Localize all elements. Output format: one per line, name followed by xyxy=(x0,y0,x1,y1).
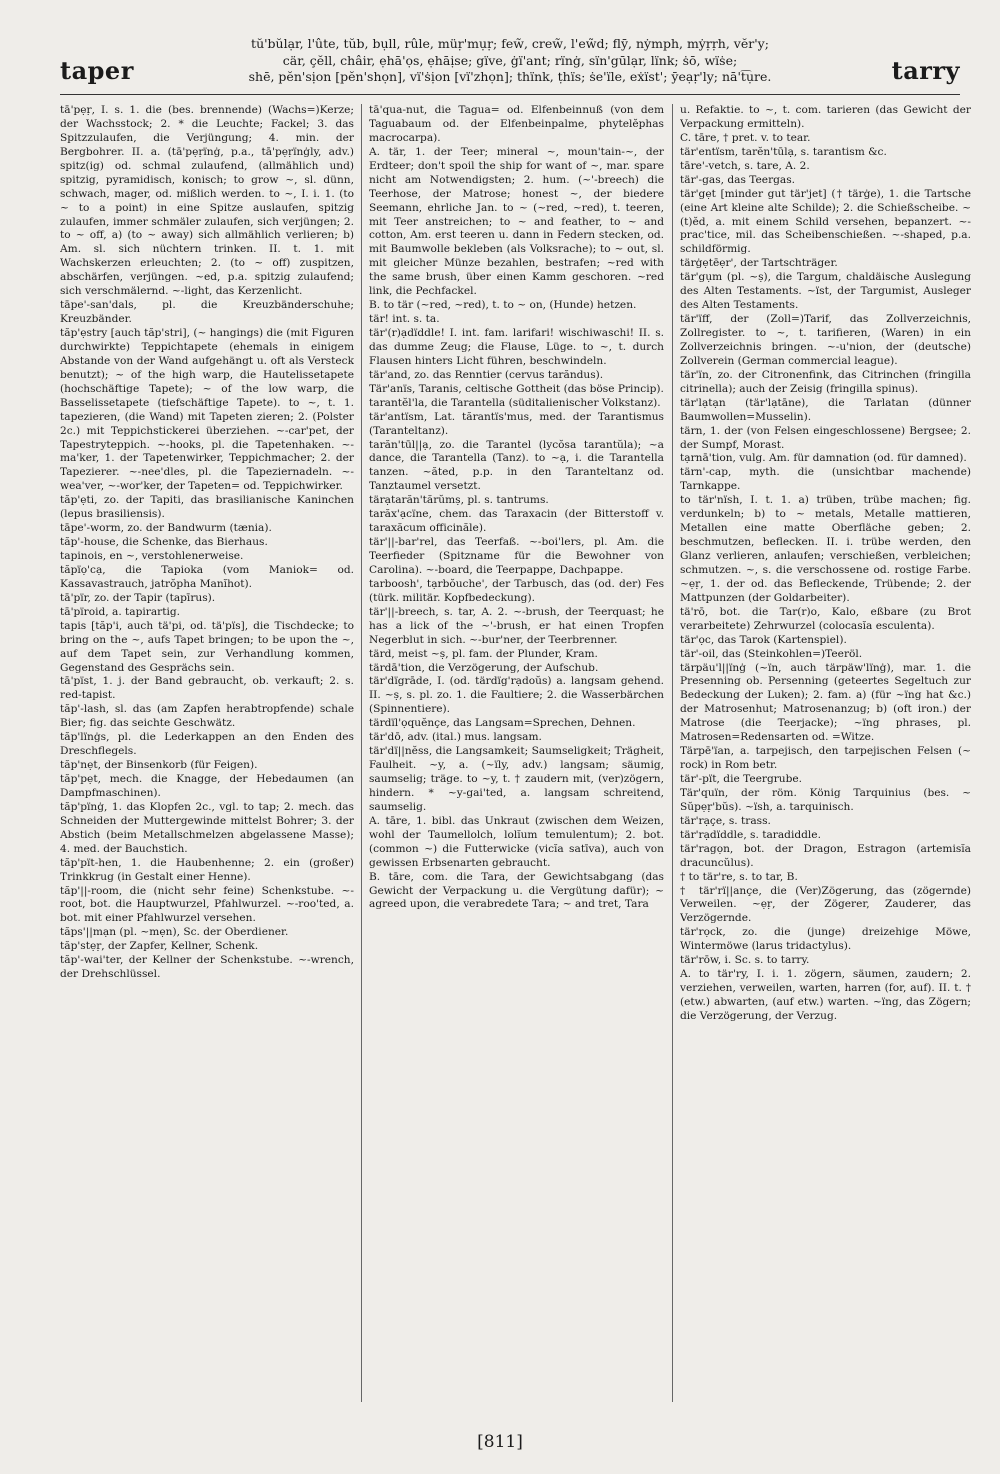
dictionary-entry: tär'rạçe, s. trass. xyxy=(680,814,771,827)
dictionary-entry: tär'rọck, zo. die (junge) dreizehige Möwe, Wintermöwe (larus tridactylus). xyxy=(680,926,971,953)
dictionary-column-2 xyxy=(369,104,664,1406)
dictionary-entry: tär'rōw, i. Sc. s. to tarry. xyxy=(680,954,810,967)
dictionary-entry: Tär'anïs, Taranis, celtische Gottheit (das böse Princip). xyxy=(369,382,664,395)
right-guide-word: tarry xyxy=(891,56,960,85)
dictionary-entry: tăp'pït-hen, 1. die Haubenhenne; 2. ein (großer) Trinkkrug (in Gestalt einer Henne). xyxy=(60,856,354,883)
column-divider xyxy=(361,104,362,1402)
dictionary-entry: tärġẹtēẹr', der Tartschträger. xyxy=(680,257,838,270)
dictionary-entry: tär'dï||nĕss, die Langsamkeit; Saumseligkeit; Trägheit, Faulheit. ~y, a. (~ïly, adv.) langsam; säumig, saumselig; träge. to ~y, t. † zaudern mit, (ver)zögern, hindern. * ~y-gai'ted, a. langsam schreitend, saumselig. xyxy=(369,745,664,813)
dictionary-entry: † tär'rï||ançe, die (Ver)Zögerung, das (zögernde) Verweilen. ~ẹṛ, der Zögerer, Zauderer, das Verzögernde. xyxy=(680,884,971,925)
dictionary-entry: tär'ïn, zo. der Citronenfink, das Citrinchen (fringilla citrinella); auch der Zeisig (fringilla spinus). xyxy=(680,368,971,395)
dictionary-entry: tär'ragọn, bot. der Dragon, Estragon (artemisĭa dracuncŭlus). xyxy=(680,842,971,869)
pronunciation-key xyxy=(195,36,825,86)
header-rule xyxy=(60,94,960,95)
dictionary-entry: u. Refaktie. to ~, t. com. tarieren (das Gewicht der Verpackung ermitteln). xyxy=(680,104,971,130)
dictionary-entry: tärpäu'l||ïnġ (~ïn, auch tärpäw'lïnġ), mar. 1. die Presenning ob. Persenning (geteertes Segeltuch zur Bedeckung der Luken); 2. fam. a) (für ~ïng hat &c.) der Matrosenhut; Matrosenanzug; b) (oft iron.) der Matrose (die Teerjacke); ~ïng phrases, pl. Matrosen=Redensarten od. =Witze. xyxy=(680,661,971,744)
dictionary-entry: tā'pïr, zo. der Tapir (tapīrus). xyxy=(60,591,216,604)
dictionary-entry: tärn, 1. der (von Felsen eingeschlossene) Bergsee; 2. der Sumpf, Morast. xyxy=(680,424,971,451)
dictionary-entry: tapinois, en ~, verstohlenerweise. xyxy=(60,550,244,562)
dictionary-entry: tạrnā'tion, vulg. Am. für damnation (od. für damned). xyxy=(680,452,967,465)
dictionary-entry: A. tär, 1. der Teer; mineral ~, moun'tain-~, der Erdteer; don't spoil the ship for want of ~, mar. spare nicht am Notwendigsten; 2. hum. (~'-breech) die Teerhose, der Matrose; honest ~, der biedere Seemann, ehrliche Jan. to ~ (~red, ~red), t. teeren, mit Teer anstreichen; to ~ and feather, to ~ and cotton, Am. erst teeren u. dann in Federn stecken, od. mit Baumwolle bekleben (als Volksrache); to ~ out, sl. mit gleicher Münze bezahlen, bestrafen; ~red with the same brush, über einen Kamm geschoren. ~red link, die Pechfackel. xyxy=(369,145,664,298)
dictionary-entry: tär'rạdïddle, s. taradiddle. xyxy=(680,828,821,841)
dictionary-entry: Tärpē'ïan, a. tarpejisch, den tarpejischen Felsen (~ rock) in Rom betr. xyxy=(680,745,971,772)
dictionary-entry: tär'||-breech, s. tar, A. 2. ~-brush, der Teerquast; he has a lick of the ~'-brush, er hat einen Tropfen Negerblut in sich. ~-bur'ner, der Teerbrenner. xyxy=(369,605,664,646)
dictionary-entry: tär'gụm (pl. ~ṣ), die Targum, chaldäische Auslegung des Alten Testaments. ~ïst, der Targumist, Ausleger des Alten Testaments. xyxy=(680,271,971,312)
dictionary-entry: tär'and, zo. das Renntier (cervus tarăndus). xyxy=(369,368,604,381)
dictionary-entry: tăp'stẹṛ, der Zapfer, Kellner, Schenk. xyxy=(60,940,259,953)
dictionary-entry: tăp'||-room, die (nicht sehr feine) Schenkstube. ~-root, bot. die Hauptwurzel, Pfahlwurzel. ~-roo'ted, a. bot. mit einer Pfahlwurzel versehen. xyxy=(60,884,354,925)
dictionary-entry: tär'||-bar'rel, das Teerfaß. ~-boi'lers, pl. Am. die Teerfieder (Spitzname für die Bewohner von Carolina). ~-board, die Teerpappe, Dachpappe. xyxy=(369,536,664,576)
dictionary-entry: tarboosh', tạrbŏuche', der Tarbusch, das (od. der) Fes (türk. militär. Kopfbedeckung). xyxy=(369,577,664,604)
dictionary-entry: tär! int. s. ta. xyxy=(369,313,440,326)
dictionary-entry: tā'pẹṛ, I. s. 1. die (bes. brennende) (Wachs=)Kerze; der Wachsstock; 2. * die Leuchte; Fackel; 3. das Spitzzulaufen, die Verjüngung; 4. min. der Bergbohrer. II. a. (tā'pẹṛïnġ, p.a., tā'pẹṛïnġly, adv.) spitz(ig) od. schmal zulaufend, (allmählich und) spitzig, pyramidisch, konisch; to grow ~, sl. dünn, schwach, mager, od. mißlich werden. to ~, I. i. 1. (to ~ to a point) in eine Spitze auslaufen, spitzig zulaufen, immer schmäler zulaufen, sich verjüngen; 2. to ~ off, a) (to ~ away) sich allmählich verlieren; b) Am. sl. sich nüchtern trinken. II. t. 1. mit Wachskerzen erleuchten; 2. (to ~ off) zuspitzen, abschärfen, verjüngen. ~ed, p.a. spitzig zulaufend; sich verschmälernd. ~-light, das Kerzenlicht. xyxy=(60,104,354,298)
dictionary-entry: tāpe'-san'dals, pl. die Kreuzbänderschuhe; Kreuzbänder. xyxy=(60,299,354,326)
dictionary-entry: tär'dō, adv. (ital.) mus. langsam. xyxy=(369,731,542,744)
dictionary-entry: A. to tär'ry, I. i. 1. zögern, säumen, zaudern; 2. verziehen, verweilen, warten, harren (for, auf). II. t. † (etw.) abwarten, (auf etw.) warten. ~ïng, das Zögern; die Verzögerung, der Verzug. xyxy=(680,968,971,1022)
dictionary-entry: to tär'nïsh, I. t. 1. a) trüben, trübe machen; fig. verdunkeln; b) to ~ metals, Metalle mattieren, Metallen eine matte Oberfläche geben; 2. beschmutzen, beflecken. II. i. trübe werden, den Glanz verlieren, anlaufen; verschießen, verbleichen; schmutzen. ~, s. die verschossene od. rostige Farbe. ~ẹṛ, 1. der od. das Befleckende, Trübende; 2. der Mattpunzen (der Goldarbeiter). xyxy=(680,494,971,604)
pronunciation-line: shē, pĕn'sịon [pĕn'shọn], vï'ṡịon [vï'zhọn]; thïnk, ṭhïs; ṡe'ïle, eẋïst'; ȳeạṛ'ly; nā't͡ụre. xyxy=(248,69,772,84)
dictionary-entry: tär'entïsm, tarĕn'tūlạ, s. tarantism &c. xyxy=(680,145,887,158)
left-guide-word: taper xyxy=(60,56,134,85)
dictionary-entry: tärn'-cap, myth. die (unsichtbar machende) Tarnkappe. xyxy=(680,466,971,493)
pronunciation-line: cär, çĕll, châir, ẹhā'ọs, ẹhāịse; gïve, ġï'ant; rïnġ, sïn'gūlạr, lïnk; ṡō, wïṡe; xyxy=(282,52,738,68)
dictionary-entry: C. tāre, † pret. v. to tear. xyxy=(680,131,811,144)
dictionary-entry: B. to tär (~red, ~red), t. to ~ on, (Hunde) hetzen. xyxy=(369,299,637,312)
dictionary-entry: tärdā'tion, die Verzögerung, der Aufschub. xyxy=(369,661,599,674)
dictionary-column-1 xyxy=(60,104,354,1406)
dictionary-entry: tär'-pït, die Teergrube. xyxy=(680,773,803,785)
dictionary-entry: tăp'ẹti, zo. der Tapiti, das brasilianische Kaninchen (lepus brasiliensis). xyxy=(60,494,354,521)
dictionary-entry: † to tär're, s. to tar, B. xyxy=(680,870,798,883)
dictionary-entry: tärdïl'ọquĕnçe, das Langsam=Sprechen, Dehnen. xyxy=(369,717,636,730)
dictionary-entry: B. tāre, com. die Tara, der Gewichtsabgang (das Gewicht der Verpackung u. die Vergütung dafür); ~ agreed upon, die verabredete Tara; ~ and tret, Tara xyxy=(369,870,664,911)
dictionary-entry: tăp'-house, die Schenke, das Bierhaus. xyxy=(60,536,268,549)
page-header xyxy=(60,28,960,90)
dictionary-entry: tāre'-vetch, s. tare, A. 2. xyxy=(680,159,810,172)
dictionary-entry: tā'pïroid, a. tapirartig. xyxy=(60,605,181,618)
dictionary-entry: tär'(r)ạdïddle! I. int. fam. larifari! wischiwaschi! II. s. das dumme Zeug; die Flause, Lüge. to ~, t. durch Flausen hinters Licht führen, beschwindeln. xyxy=(369,327,664,367)
pronunciation-line: tŭ'bŭlạr, l'ûte, tŭb, bụll, rûle, müṛ'mụṛ; few̃, crew̃, l'ew̃d; flȳ, nẏmph, mẏṛṛh, vĕr'y; xyxy=(251,36,769,51)
dictionary-entry: tāpe'-worm, zo. der Bandwurm (tænia). xyxy=(60,522,272,535)
dictionary-entry: tä'rō, bot. die Tar(r)o, Kalo, eßbare (zu Brot verarbeitete) Zehrwurzel (colocasĭa esculenta). xyxy=(680,605,971,632)
dictionary-entry: tăpïọ'cạ, die Tapioka (vom Maniok= od. Kassavastrauch, jatrŏpha Manĭhot). xyxy=(60,563,354,590)
dictionary-entry: tär'ïff, der (Zoll=)Tarif, das Zollverzeichnis, Zollregister. to ~, t. tarifieren, (Waren) in ein Zollverzeichnis bringen. ~-u'nion, der (deutsche) Zollverein (German commercial league). xyxy=(680,313,971,367)
dictionary-entry: tär'-gas, das Teergas. xyxy=(680,173,796,186)
dictionary-entry: tär'ọc, das Tarok (Kartenspiel). xyxy=(680,633,847,646)
dictionary-entry: tăp'pẹt, mech. die Knagge, der Hebedaumen (an Dampfmaschinen). xyxy=(60,773,354,799)
dictionary-entry: tär'antïsm, Lat. tărantïs'mus, med. der Tarantismus (Taranteltanz). xyxy=(369,410,664,437)
dictionary-entry: tăp'-wai'ter, der Kellner der Schenkstube. ~-wrench, der Drehschlüssel. xyxy=(60,954,354,981)
dictionary-entry: tăp'ẹstry [auch tăp'stri], (~ hangings) die (mit Figuren durchwirkte) Teppichtapete (ehemals in einigem Abstande von der Wand aufgehängt u. oft als Versteck benutzt); ~ of the high warp, die Hautelissetapete (hochschäftige Tapete); ~ of the low warp, die Basselissetapete (tiefschäftige Tapete). to ~, t. 1. tapezieren, (die Wand) mit Tapeten zieren; 2. (Polster 2c.) mit Teppichstickerei überziehen. ~-car'pet, der Tapestryteppich. ~-hooks, pl. die Tapetenhaken. ~-ma'ker, 1. der Tapetenwirker, Teppichmacher; 2. der Tapezierer. ~-nee'dles, pl. die Tapeziernadeln. ~-wea'ver, ~-wor'ker, der Tapeten= od. Teppichwirker. xyxy=(60,327,354,493)
dictionary-entry: tär'dïgrāde, I. (od. tärdïg'rạdoŭs) a. langsam gehend. II. ~ṣ, s. pl. zo. 1. die Faultiere; 2. die Wasserbärchen (Spinnentiere). xyxy=(369,675,664,716)
dictionary-entry: tär'-oil, das (Steinkohlen=)Teeröl. xyxy=(680,647,863,660)
dictionary-entry: tär'lạtạn (tär'lạtāne), die Tarlatan (dünner Baumwollen=Musselin). xyxy=(680,396,971,423)
dictionary-entry: A. tāre, 1. bibl. das Unkraut (zwischen dem Weizen, wohl der Taumellolch, lolĭum temulentum); 2. bot. (common ~) die Futterwicke (vicĭa satīva), auch von gewissen Erbsenarten gebraucht. xyxy=(369,814,664,869)
dictionary-entry: tăp'pïnġ, 1. das Klopfen 2c., vgl. to tap; 2. mech. das Schneiden der Muttergewinde mittelst Bohrer; 3. der Abstich (beim Metallschmelzen abgelassene Masse); 4. med. der Bauchstich. xyxy=(60,800,354,855)
dictionary-entry: tăp'nẹt, der Binsenkorb (für Feigen). xyxy=(60,759,258,772)
dictionary-entry: Tär'quïn, der röm. König Tarquinius (bes. ~ Sŭpẹṛ'bŭs). ~ïsh, a. tarquinisch. xyxy=(680,786,971,813)
dictionary-entry: tapis [tăp'i, auch tä'pi, od. tä'pïs], die Tischdecke; to bring on the ~, aufs Tapet bringen; to be upon the ~, auf dem Tapet sein, zur Verhandlung kommen, Gegenstand des Gesprächs sein. xyxy=(60,619,354,674)
dictionary-entry: tăp'lïnġs, pl. die Lederkappen an den Enden des Dreschflegels. xyxy=(60,731,354,758)
dictionary-entry: tarăn'tūl||ạ, zo. die Tarantel (lycŏsa tarantŭla); ~a dance, die Tarantella (Tanz). to ~ạ, i. die Tarantella tanzen. ~ăted, p.p. in den Taranteltanz od. Tanztaumel versetzt. xyxy=(369,438,664,493)
dictionary-entry: tā'qua-nut, die Tagua= od. Elfenbeinnuß (von dem Taguabaum od. der Elfenbeinpalme, phytelĕphas macrocarpa). xyxy=(369,104,664,144)
dictionary-entry: tā'pïst, 1. j. der Band gebraucht, ob. verkauft; 2. s. red-tapist. xyxy=(60,675,354,702)
page-number: [811] xyxy=(477,1432,523,1452)
dictionary-entry: tarantĕl'la, die Tarantella (süditalienischer Volkstanz). xyxy=(369,396,661,409)
column-divider xyxy=(672,104,673,1402)
dictionary-column-3 xyxy=(680,104,971,1406)
dictionary-entry: tärạtarăn'tărŭmṣ, pl. s. tantrums. xyxy=(369,494,549,507)
dictionary-entry: tăp'-lash, sl. das (am Zapfen herabtropfende) schale Bier; fig. das seichte Geschwätz. xyxy=(60,703,354,730)
dictionary-entry: tarăx'ạcïne, chem. das Taraxacin (der Bitterstoff v. taraxăcum officinăle). xyxy=(369,508,664,535)
dictionary-entry: tärd, meist ~ṣ, pl. fam. der Plunder, Kram. xyxy=(369,647,598,660)
dictionary-entry: tär'gẹt [minder gut tär'jet] († tärġe), 1. die Tartsche (eine Art kleine alte Schilde); 2. die Schießscheibe. ~(t)ĕd, a. mit einem Schild versehen, bepanzert. ~-prac'tice, mil. das Scheibenschießen. ~-shaped, p.a. schildförmig. xyxy=(680,187,971,256)
dictionary-entry: tăps'||mạn (pl. ~mẹn), Sc. der Oberdiener. xyxy=(60,926,289,939)
